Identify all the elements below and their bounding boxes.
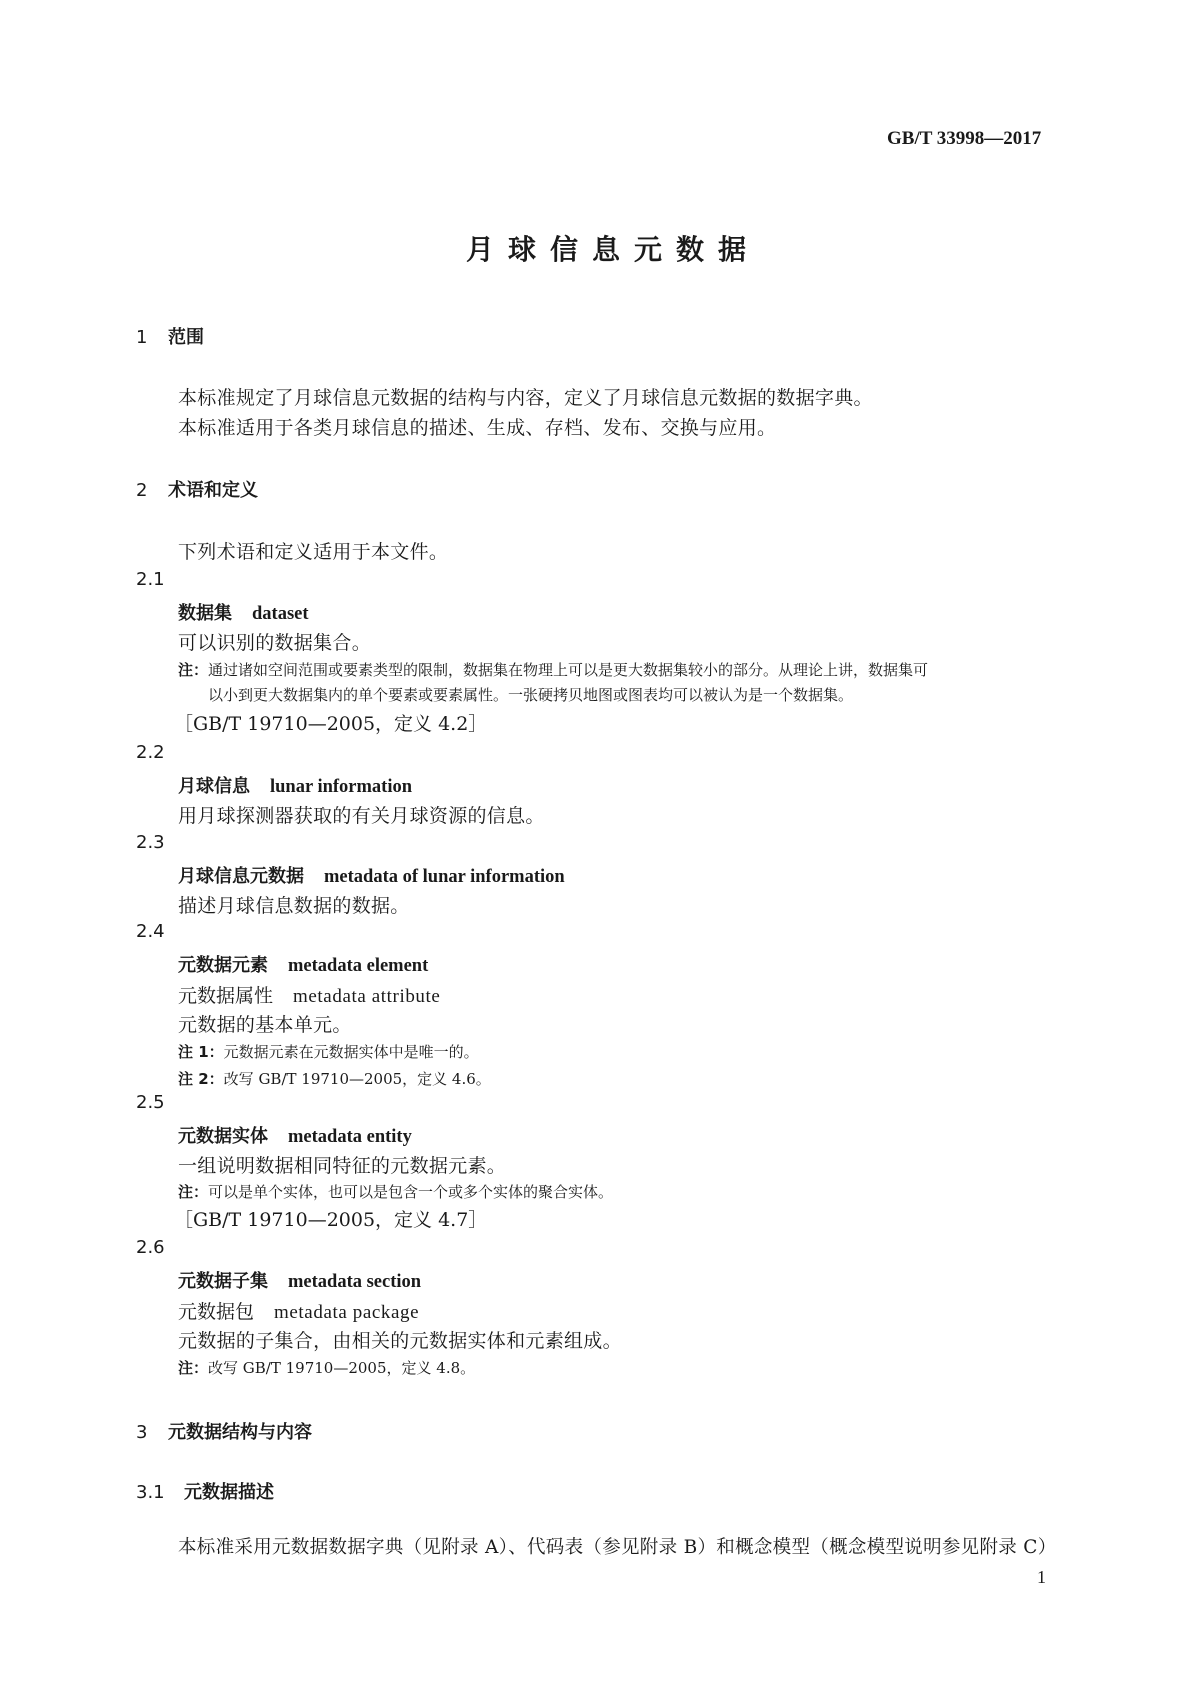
synonym-zh: 元数据包 (178, 1301, 255, 1323)
synonym-en: metadata package (274, 1302, 420, 1323)
term-note (178, 1357, 475, 1378)
term-number: 2.3 (136, 832, 165, 853)
term-number: 2.2 (136, 742, 165, 763)
term-zh: 月球信息 (178, 776, 250, 797)
term-heading (178, 1267, 421, 1293)
document-title: 月球信息元数据 (466, 233, 761, 266)
term-en: metadata of lunar information (324, 867, 565, 887)
term-note-2 (178, 1068, 491, 1089)
term-source: ［GB/T 19710—2005，定义 4.7］ (174, 1209, 488, 1231)
section-title: 范围 (168, 327, 204, 348)
term-zh: 数据集 (178, 603, 232, 624)
term-heading (178, 951, 428, 977)
synonym-zh: 元数据属性 (178, 985, 274, 1007)
term-heading (178, 599, 309, 625)
term-definition: 可以识别的数据集合。 (178, 632, 372, 654)
note-text: 可以是单个实体，也可以是包含一个或多个实体的聚合实体。 (208, 1183, 614, 1201)
term-heading (178, 862, 565, 888)
description-paragraph: 本标准采用元数据数据字典（见附录 A）、代码表（参见附录 B）和概念模型（概念模型说明参见附录 C） (178, 1537, 1057, 1558)
subsection-number: 3.1 (136, 1482, 165, 1503)
term-en: metadata section (288, 1272, 422, 1292)
term-number: 2.4 (136, 921, 165, 942)
section-number: 2 (136, 480, 148, 501)
term-number: 2.5 (136, 1092, 165, 1113)
section-title: 术语和定义 (168, 480, 258, 501)
note-label: 注 2： (178, 1070, 224, 1088)
term-note (178, 1181, 613, 1202)
term-note-continued: 以小到更大数据集内的单个要素或要素属性。一张硬拷贝地图或图表均可以被认为是一个数据集。 (208, 686, 854, 704)
note-text: 通过诸如空间范围或要素类型的限制，数据集在物理上可以是更大数据集较小的部分。从理论上讲，数据集可 (208, 661, 929, 679)
terms-intro: 下列术语和定义适用于本文件。 (178, 541, 449, 563)
synonym-en: metadata attribute (293, 986, 441, 1007)
term-definition: 一组说明数据相同特征的元数据元素。 (178, 1155, 507, 1177)
term-en: metadata element (288, 956, 429, 976)
term-definition: 用月球探测器获取的有关月球资源的信息。 (178, 805, 545, 827)
term-zh: 元数据元素 (178, 955, 268, 976)
section-3-1-heading (136, 1478, 274, 1504)
term-zh: 月球信息元数据 (178, 866, 304, 887)
standard-code: GB/T 33998—2017 (887, 128, 1042, 149)
section-3-heading (136, 1418, 312, 1444)
term-en: lunar information (270, 777, 413, 797)
term-number: 2.6 (136, 1237, 165, 1258)
section-number: 3 (136, 1422, 148, 1443)
section-1-heading (136, 323, 204, 349)
term-source: ［GB/T 19710—2005，定义 4.2］ (174, 713, 488, 735)
term-en: metadata entity (288, 1127, 412, 1147)
term-zh: 元数据子集 (178, 1271, 268, 1292)
term-note (178, 659, 928, 680)
term-heading (178, 1122, 412, 1148)
note-text: 改写 GB/T 19710—2005，定义 4.8。 (208, 1359, 476, 1377)
page-number: 1 (1037, 1567, 1046, 1587)
term-en: dataset (252, 604, 309, 624)
note-label: 注 1： (178, 1043, 224, 1061)
term-note-1 (178, 1041, 479, 1062)
term-zh: 元数据实体 (178, 1126, 268, 1147)
term-synonym (178, 1297, 419, 1324)
note-text: 元数据元素在元数据实体中是唯一的。 (223, 1043, 479, 1061)
note-label: 注： (178, 661, 209, 679)
section-number: 1 (136, 327, 148, 348)
term-number: 2.1 (136, 569, 165, 590)
scope-paragraph-1: 本标准规定了月球信息元数据的结构与内容，定义了月球信息元数据的数据字典。 (178, 387, 873, 409)
term-definition: 元数据的基本单元。 (178, 1014, 352, 1036)
section-title: 元数据结构与内容 (168, 1422, 312, 1443)
scope-paragraph-2: 本标准适用于各类月球信息的描述、生成、存档、发布、交换与应用。 (178, 417, 777, 439)
term-synonym (178, 981, 440, 1008)
term-definition: 元数据的子集合，由相关的元数据实体和元素组成。 (178, 1330, 622, 1352)
subsection-title: 元数据描述 (184, 1482, 274, 1503)
term-heading (178, 772, 412, 798)
note-label: 注： (178, 1359, 209, 1377)
section-2-heading (136, 476, 258, 502)
note-text: 改写 GB/T 19710—2005，定义 4.6。 (223, 1070, 491, 1088)
note-label: 注： (178, 1183, 209, 1201)
term-definition: 描述月球信息数据的数据。 (178, 895, 410, 917)
